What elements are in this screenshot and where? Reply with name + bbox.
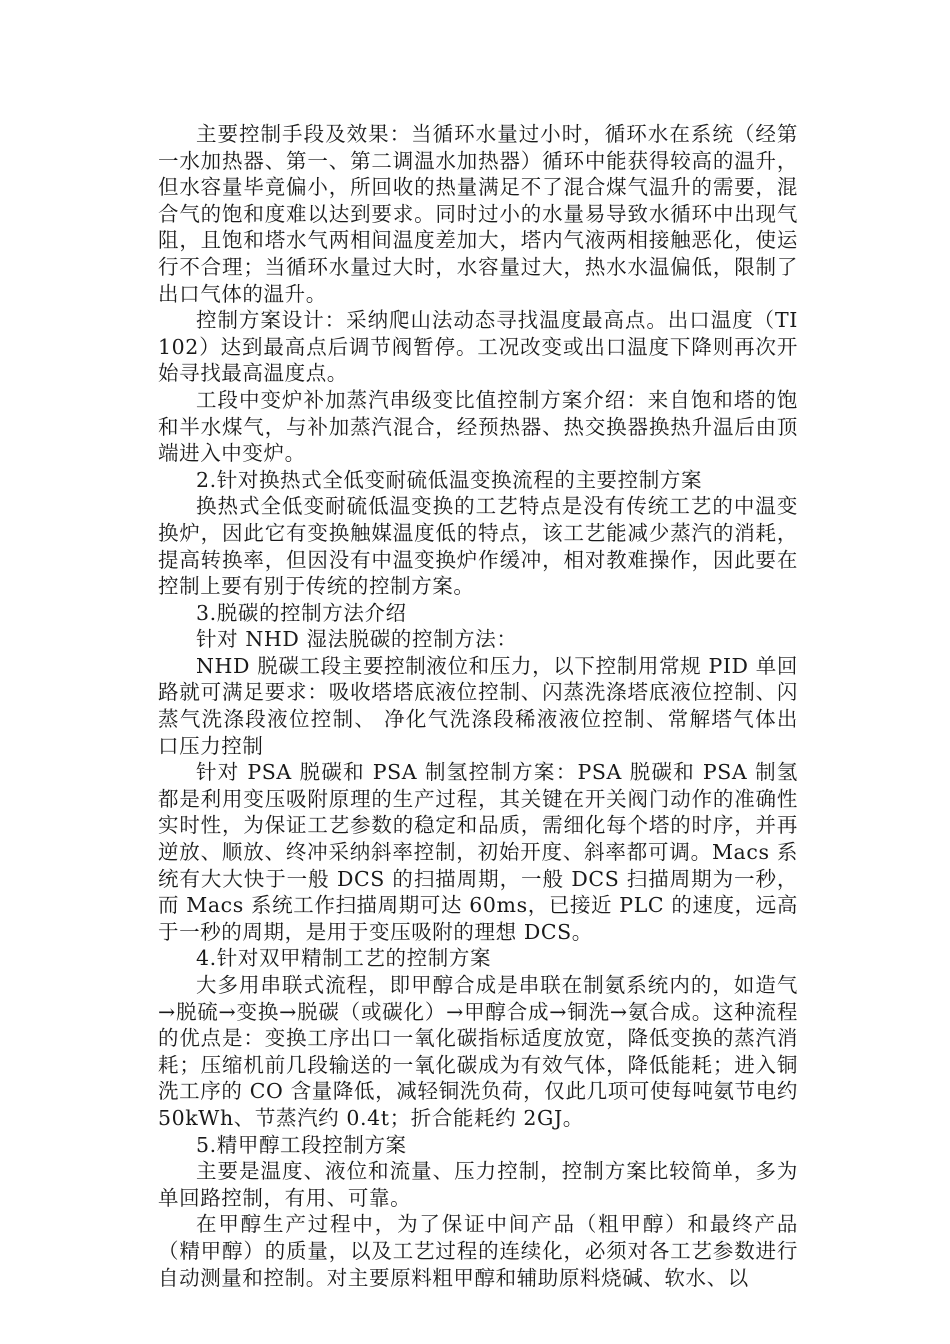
paragraph-nhd-control: NHD 脱碳工段主要控制液位和压力，以下控制用常规 PID 单回路就可满足要求：吸收塔塔底液位控制、闪蒸洗涤塔底液位控制、闪蒸气洗涤段液位控制、 净化气洗涤段稀液液位控制、常解塔气体出口压力控制 — [158, 653, 798, 758]
paragraph-control-means: 主要控制手段及效果：当循环水量过小时，循环水在系统（经第一水加热器、第一、第二调温水加热器）循环中能获得较高的温升，但水容量毕竟偏小，所回收的热量满足不了混合煤气温升的需要，混合气的饱和度难以达到要求。同时过小的水量易导致水循环中出现气阻，且饱和塔水气两相间温度差加大，塔内气液两相接触恶化，使运行不合理；当循环水量过大时，水容量过大，热水水温偏低，限制了出口气体的温升。 — [158, 122, 798, 306]
section-heading-5: 5.精甲醇工段控制方案 — [196, 1132, 407, 1157]
paragraph-methanol-production: 在甲醇生产过程中，为了保证中间产品（粗甲醇）和最终产品（精甲醇）的质量，以及工艺过程的连续化，必须对各工艺参数进行自动测量和控制。对主要原料粗甲醇和辅助原料烧碱、软水、以 — [158, 1212, 798, 1290]
paragraph-low-temp-shift: 换热式全低变耐硫低温变换的工艺特点是没有传统工艺的中温变换炉，因此它有变换触媒温度低的特点，该工艺能减少蒸汽的消耗，提高转换率，但因没有中温变换炉作缓冲，相对教难操作，因此要在控制上要有别于传统的控制方案。 — [158, 494, 798, 599]
section-heading-4: 4.针对双甲精制工艺的控制方案 — [196, 946, 492, 971]
paragraph-series-flow: 大多用串联式流程，即甲醇合成是串联在制氨系统内的，如造气→脱硫→变换→脱碳（或碳化）→甲醇合成→铜洗→氨合成。这种流程的优点是：变换工序出口一氧化碳指标适度放宽，降低变换的蒸汽消耗；压缩机前几段输送的一氧化碳成为有效气体，降低能耗；进入铜洗工序的 CO 含量降低，减轻铜洗负荷，仅此几项可使每吨氨节电约 50kWh、节蒸汽约 0.4t；折合能耗约 2GJ。 — [158, 973, 798, 1130]
document-body — [158, 121, 798, 1291]
paragraph-psa-control: 针对 PSA 脱碳和 PSA 制氢控制方案：PSA 脱碳和 PSA 制氢都是利用变压吸附原理的生产过程，其关键在开关阀门动作的准确性实时性，为保证工艺参数的稳定和品质，需细化每个塔的时序，并再逆放、顺放、终冲采纳斜率控制，初始开度、斜率都可调。Macs 系统有大大快于一般 DCS 的扫描周期，一般 DCS 扫描周期为一秒， 而 Macs 系统工作扫描周期可达 60ms，已接近 PLC 的速度，远高于一秒的周期，是用于变压吸附的理想 DCS。 — [158, 760, 798, 944]
section-heading-3: 3.脱碳的控制方法介绍 — [196, 600, 407, 625]
section-heading-2: 2.针对换热式全低变耐硫低温变换流程的主要控制方案 — [196, 467, 703, 492]
paragraph-methanol-control: 主要是温度、液位和流量、压力控制，控制方案比较简单，多为单回路控制，有用、可靠。 — [158, 1159, 798, 1210]
paragraph-nhd-intro: 针对 NHD 湿法脱碳的控制方法： — [196, 627, 518, 652]
paragraph-control-design: 控制方案设计：采纳爬山法动态寻找温度最高点。出口温度（TI102）达到最高点后调节阀暂停。工况改变或出口温度下降则再次开始寻找最高温度点。 — [158, 308, 798, 386]
paragraph-shift-furnace: 工段中变炉补加蒸汽串级变比值控制方案介绍：来自饱和塔的饱和半水煤气，与补加蒸汽混合，经预热器、热交换器换热升温后由顶端进入中变炉。 — [158, 387, 798, 466]
